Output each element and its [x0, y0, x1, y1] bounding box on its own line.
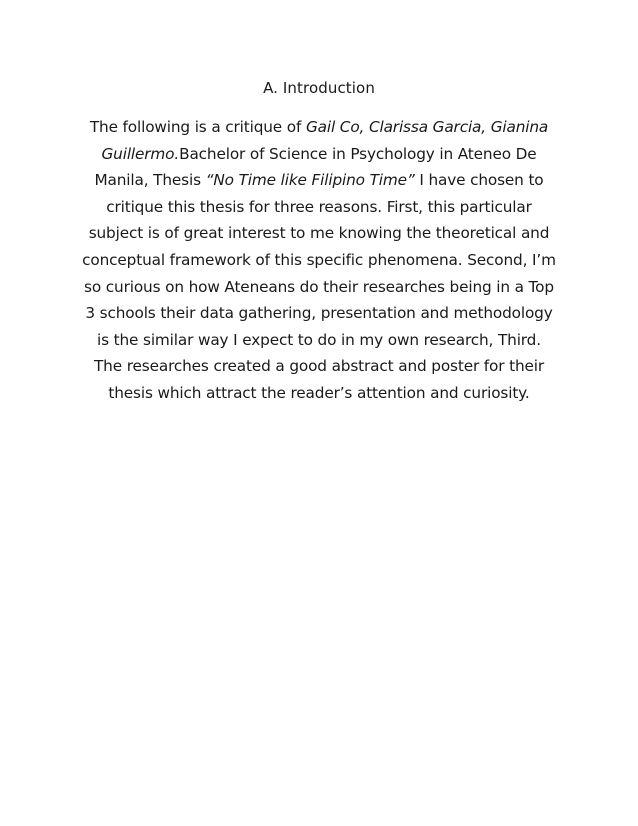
paragraph-line: is the similar way I expect to do in my own research, Third.	[97, 330, 541, 349]
paragraph-line: so curious on how Ateneans do their researches being in a Top	[84, 277, 554, 296]
author-names: Gail Co, Clarissa Garcia, Gianina	[305, 118, 549, 136]
paragraph-line	[66, 141, 572, 168]
paragraph-line	[66, 114, 572, 141]
paragraph-line: critique this thesis for three reasons. First, this particular	[106, 197, 532, 216]
paragraph-line: 3 schools their data gathering, presentation and methodology	[85, 304, 553, 323]
paragraph-line: subject is of great interest to me knowing the theoretical and	[88, 224, 550, 243]
section-heading: A. Introduction	[263, 79, 375, 97]
text-run: Bachelor of Science in Psychology in Ateneo De	[179, 144, 537, 163]
paragraph-line: conceptual framework of this specific phenomena. Second, I’m	[82, 250, 556, 269]
author-names: Guillermo.	[101, 144, 180, 163]
text-run: I have chosen to	[414, 171, 544, 190]
paragraph-line: The researches created a good abstract and poster for their	[93, 357, 544, 376]
paragraph-line: thesis which attract the reader’s attention and curiosity.	[108, 383, 530, 402]
paragraph-line	[66, 167, 572, 194]
text-run: Manila, Thesis	[94, 171, 206, 190]
introduction-paragraph	[66, 114, 572, 407]
thesis-title: “No Time like Filipino Time”	[205, 171, 415, 190]
text-run: The following is a critique of	[89, 118, 306, 136]
